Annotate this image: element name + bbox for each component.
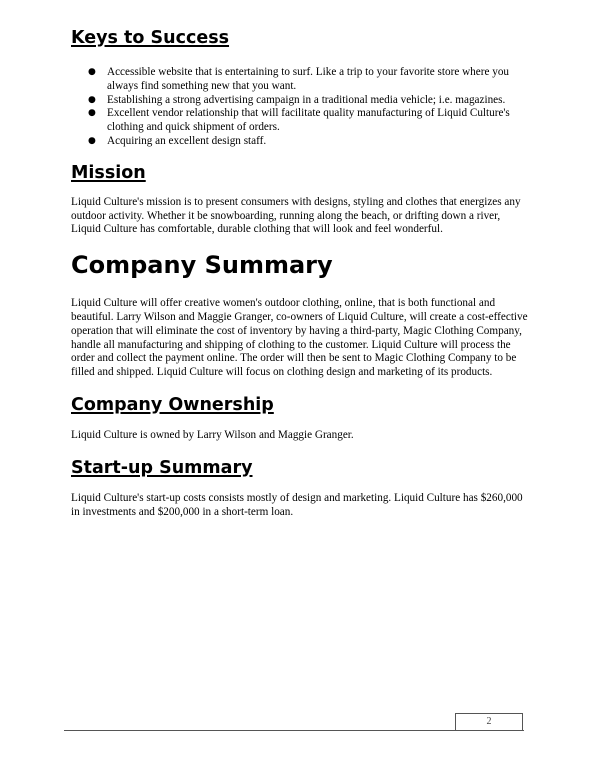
bullet-icon: ● [88, 94, 96, 105]
bullet-icon: ● [88, 135, 96, 146]
footer-divider [64, 730, 524, 731]
company-summary-paragraph: Liquid Culture will offer creative women's outdoor clothing, online, that is both functional and beautiful. Larry Wilson and Maggie Granger, co-owners of Liquid Culture, will create a cost-effective operation that will eliminate the cost of inventory by having a third-party, Magic Clothing Company, handle all manufacturing and shipping of clothing to the customer. Liquid Culture will process the order and collect the payment online. The order will then be sent to Magic Clothing Company to be filled and shipped. Liquid Culture will focus on clothing design and marketing of its products. [71, 297, 528, 379]
startup-summary-heading: Start-up Summary [71, 457, 253, 478]
list-item-text: Acquiring an excellent design staff. [107, 134, 267, 147]
list-item-text: Accessible website that is entertaining to surf. Like a trip to your favorite store where you always find something new that you want. [107, 66, 510, 92]
list-item-text: Excellent vendor relationship that will facilitate quality manufacturing of Liquid Culture's clothing and quick shipment of orders. [107, 107, 510, 134]
bullet-icon: ● [88, 108, 96, 119]
list-item [86, 135, 531, 149]
page-content [71, 24, 531, 519]
company-ownership-heading: Company Ownership [71, 394, 274, 415]
keys-to-success-heading: Keys to Success [71, 28, 230, 48]
list-item [86, 94, 531, 108]
list-item [86, 107, 531, 135]
company-summary-heading: Company Summary [71, 251, 333, 280]
mission-heading: Mission [71, 162, 146, 183]
bullet-icon: ● [88, 67, 96, 77]
page-number: 2 [486, 716, 492, 727]
list-item-text: Establishing a strong advertising campaign in a traditional media vehicle; i.e. magazines. [107, 93, 506, 106]
startup-summary-paragraph: Liquid Culture's start-up costs consists mostly of design and marketing. Liquid Culture has $260,000 in investments and $200,000 in a short-term loan. [71, 491, 523, 518]
mission-paragraph: Liquid Culture's mission is to present consumers with designs, styling and clothes that energizes any outdoor activity. Whether it be snowboarding, running along the beach, or drifting down a river, Liquid Culture has comfortable, durable clothing that will look and feel wonderful. [71, 195, 521, 236]
list-item [86, 66, 531, 94]
company-ownership-paragraph: Liquid Culture is owned by Larry Wilson and Maggie Granger. [71, 428, 354, 441]
keys-to-success-list [71, 66, 531, 149]
